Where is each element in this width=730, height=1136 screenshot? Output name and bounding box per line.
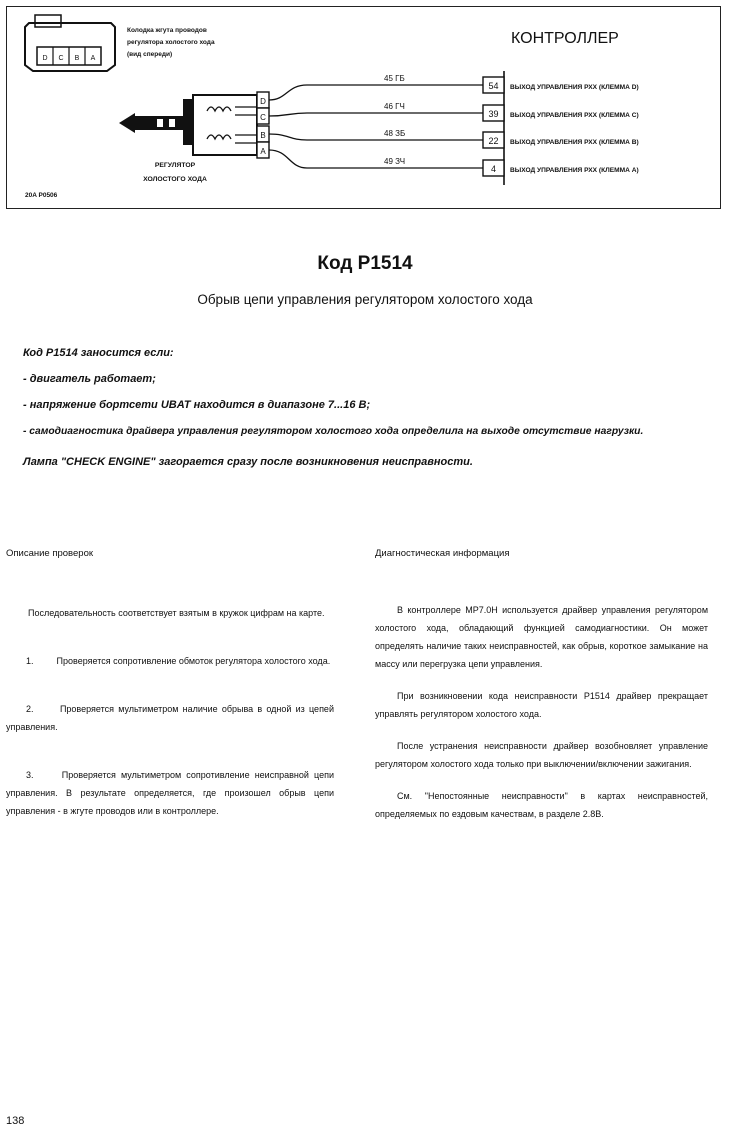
diagnostic-paragraph-3: После устранения неисправности драйвер возобновляет управление регулятором холостого хода только при выключении/включении зажигания. [375,741,708,769]
checks-description [6,604,334,820]
connector-pin-c: C [58,55,64,62]
diagnostic-paragraph-4: См. "Непостоянные неисправности" в картах неисправностей, определяемых по ездовым качествам, в разделе 2.8В. [375,791,708,819]
check-step-2 [6,700,334,736]
terminal-label-b: ВЫХОД УПРАВЛЕНИЯ РХХ (КЛЕММА B) [510,139,639,146]
wiring-diagram-svg [7,7,722,210]
check-step-2-text: Проверяется мультиметром наличие обрыва в одной из цепей управления. [6,704,334,732]
terminal-54: 54 [488,81,499,91]
check-step-2-number: 2. [26,704,34,714]
regulator-label-line-2: ХОЛОСТОГО ХОДА [143,176,207,183]
check-step-1-number: 1. [26,656,34,666]
regulator-pin-b: B [260,131,266,140]
wire-code-d: 45 ГБ [384,74,405,83]
conditions-heading: Код Р1514 заносится если: [23,347,174,359]
controller-label: КОНТРОЛЛЕР [511,30,619,47]
checks-intro: Последовательность соответствует взятым в кружок цифрам на карте. [28,608,325,618]
connector-caption-line-3: (вид спереди) [127,51,173,58]
wire-code-b: 48 ЗБ [384,129,406,138]
connector-pin-a: A [90,55,96,62]
check-step-1 [6,652,334,670]
idle-regulator-icon [119,95,257,155]
terminal-39: 39 [488,109,499,119]
terminal-22: 22 [488,136,499,146]
check-step-3 [6,766,334,820]
connector-caption-line-1: Колодка жгута проводов [127,27,207,34]
condition-item-2: - напряжение бортсети UBAT находится в диапазоне 7...16 В; [23,399,371,411]
terminal-label-c: ВЫХОД УПРАВЛЕНИЯ РХХ (КЛЕММА C) [510,112,639,119]
connector-pin-d: D [42,55,48,62]
lamp-note: Лампа "CHECK ENGINE" загорается сразу после возникновения неисправности. [23,456,473,468]
wiring-diagram [6,6,721,209]
regulator-pin-c: C [260,113,266,122]
check-step-3-text: Проверяется мультиметром сопротивление неисправной цепи управления. В результате определяется, где произошел обрыв цепи управления - в жгуте проводов или в контроллере. [6,770,334,816]
regulator-pin-a: A [260,147,266,156]
condition-item-1: - двигатель работает; [23,373,156,385]
terminal-label-d: ВЫХОД УПРАВЛЕНИЯ РХХ (КЛЕММА D) [510,84,639,91]
connector-pin-b: B [74,55,80,62]
connector-front-view [25,15,115,71]
diagnostic-information [375,601,708,823]
regulator-label-line-1: РЕГУЛЯТОР [154,162,196,169]
page-number: 138 [6,1115,25,1127]
wire-code-a: 49 ЗЧ [384,157,406,166]
check-step-1-text: Проверяется сопротивление обмоток регулятора холостого хода. [56,656,331,666]
check-step-3-number: 3. [26,770,34,780]
left-column-heading: Описание проверок [6,548,94,559]
figure-id: 20A P0506 [25,192,58,199]
wire-code-c: 46 ГЧ [384,102,405,111]
right-column-heading: Диагностическая информация [375,548,510,559]
code-subtitle: Обрыв цепи управления регулятором холостого хода [197,292,533,307]
diagnostic-paragraph-1: В контроллере МР7.0Н используется драйвер управления регулятором холостого хода, обладающий функцией самодиагностики. Он может определять наличие таких неисправностей, как обрыв, короткое замыкание на массу или перегрузка цепи управления. [375,605,708,669]
connector-caption-line-2: регулятора холостого хода [127,39,215,46]
diagnostic-paragraph-2: При возникновении кода неисправности Р1514 драйвер прекращает управлять регулятором холостого хода. [375,691,708,719]
code-title: Код Р1514 [317,253,413,274]
terminal-label-a: ВЫХОД УПРАВЛЕНИЯ РХХ (КЛЕММА A) [510,167,639,174]
condition-item-3: - самодиагностика драйвера управления регулятором холостого хода определила на выходе отсутствие нагрузки. [23,426,644,437]
regulator-pin-d: D [260,97,266,106]
terminal-4: 4 [490,164,497,174]
